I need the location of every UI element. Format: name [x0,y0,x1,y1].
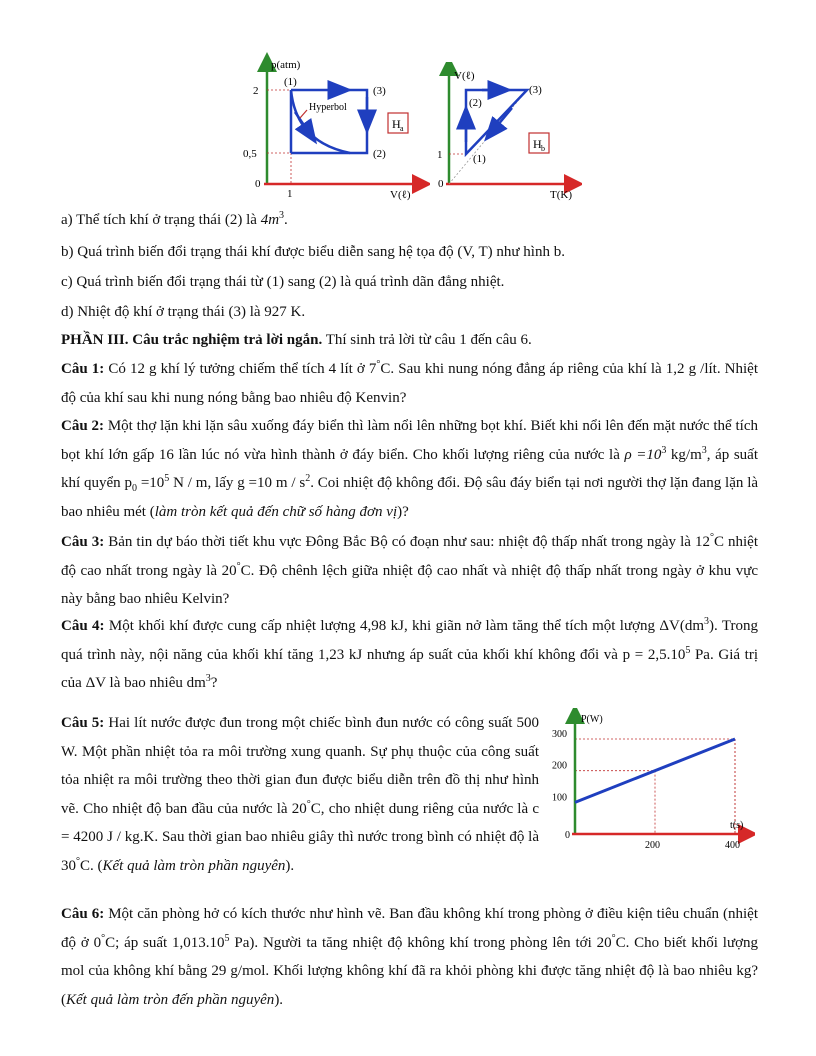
box-label-h: H [392,117,401,131]
statement-b: b) Quá trình biến đổi trạng thái khí được biểu diễn sang hệ tọa độ (V, T) như hình b. [61,244,565,260]
figure-a-pv-diagram [240,52,430,202]
y-tick-label: 300 [552,729,567,740]
box-label-sub: b [541,144,545,153]
y-axis-label: p(atm) [271,59,301,71]
power-time-chart [550,708,755,860]
state-1-label: (1) [473,153,486,165]
origin-label: 0 [255,178,261,190]
box-label-h: H [533,137,542,151]
x-axis-label: t(s) [730,820,744,831]
figure-b-vt-diagram [432,62,582,202]
x-axis-label: T(K) [550,189,572,201]
statement-a: a) Thể tích khí ở trạng thái (2) là $4m^3$. [61,210,288,228]
question-6: Câu 6: Một căn phòng hở có kích thước như hình vẽ. Ban đầu không khí trong phòng ở điều kiện tiêu chuẩn (nhiệt độ ở 0°C; áp suất 1,013.10$^5$ Pa). Người ta tăng nhiệt độ không khí trong phòng lên tới 20°C. Cho biết khối lượng mol của không khí bằng 29 g/mol. Khối lượng không khí đã ra khỏi phòng khi được tăng nhiệt độ là bao nhiêu kg? (Kết quả làm tròn đến phần nguyên). [61,906,759,1008]
state-2-label: (2) [469,97,482,109]
origin-label: 0 [565,830,570,841]
tick-0-5: 0,5 [243,148,257,160]
state-2-label: (2) [373,148,386,160]
tick-1: 1 [287,188,293,200]
hyperbol-label: Hyperbol [309,102,347,113]
state-3-label: (3) [373,85,386,97]
x-tick-label: 400 [725,840,740,851]
tick-1: 1 [437,149,443,161]
section-3-heading: PHẦN III. Câu trắc nghiệm trả lời ngắn. Thí sinh trả lời từ câu 1 đến câu 6. [61,332,532,348]
statement-d: d) Nhiệt độ khí ở trạng thái (3) là 927 K. [61,304,306,320]
question-1: Câu 1: Có 12 g khí lý tưởng chiếm thể tích 4 lít ở 7°C. Sau khi nung nóng đẳng áp riêng của khí là 1,2 g /lít. Nhiệt độ của khí sau khi nung nóng bằng bao nhiêu độ Kenvin? [61,359,758,406]
y-axis-label: V(ℓ) [454,70,475,82]
origin-label: 0 [438,178,444,190]
y-axis-label: P(W) [581,714,603,725]
question-3: Câu 3: Bản tin dự báo thời tiết khu vực Đông Bắc Bộ có đoạn như sau: nhiệt độ thấp nhất trong ngày là 12°C nhiệt độ cao nhất trong ngày là 20°C. Độ chênh lệch giữa nhiệt độ cao nhất và nhiệt độ thấp nhất trong ngày ở khu vực này bằng bao nhiêu Kelvin? [61,532,758,607]
y-tick-label: 100 [552,792,567,804]
hyperbola-curve [291,90,350,153]
tick-2: 2 [253,85,259,97]
state-1-label: (1) [284,76,297,88]
question-4: Câu 4: Một khối khí được cung cấp nhiệt lượng 4,98 kJ, khi giãn nở làm tăng thể tích một lượng $\Delta V(dm^3)$. Trong quá trình này, nội năng của khối khí tăng 1,23 kJ nhưng áp suất của khối khí không đổi và $p = 2,5.10^5$ Pa. Giá trị của ΔV là bao nhiêu $dm^3$? [61,616,759,691]
y-tick-label: 200 [552,760,567,772]
question-5: Câu 5: Hai lít nước được đun trong một chiếc bình đun nước có công suất 500 W. Một phần nhiệt tỏa ra môi trường xung quanh. Sự phụ thuộc của công suất tỏa nhiệt ra môi trường theo thời gian đun được biểu diễn trên đồ thị như hình vẽ. Cho nhiệt độ ban đầu của nước là 20°C, cho nhiệt dung riêng của nước là c = 4200 J / kg.K. Sau thời gian bao nhiêu giây thì nước trong bình có nhiệt độ là 30°C. (Kết quả làm tròn phần nguyên). [61,715,540,874]
box-label-sub: a [400,124,404,133]
question-2: Câu 2: Một thợ lặn khi lặn sâu xuống đáy biển thì làm nổi lên những bọt khí. Biết khi nổi lên đến mặt nước thể tích bọt khí lớn gấp 16 lần lúc nó vừa hình thành ở đáy biển. Cho khối lượng riêng của nước là $\rho =10^3$ $kg/m^3$, áp suất khí quyển $p_0 =10^5$ N / m, lấy g =10 m / $s^2$. Coi nhiệt độ không đổi. Độ sâu đáy biển tại nơi người thợ lặn đang lặn là bao nhiêu mét (làm tròn kết quả đến chữ số hàng đơn vị)? [61,418,759,520]
x-tick-label: 200 [645,840,660,851]
state-3-label: (3) [529,84,542,96]
x-axis-label: V(ℓ) [390,189,411,201]
statement-c: c) Quá trình biến đổi trạng thái từ (1) sang (2) là quá trình dãn đẳng nhiệt. [61,274,505,290]
